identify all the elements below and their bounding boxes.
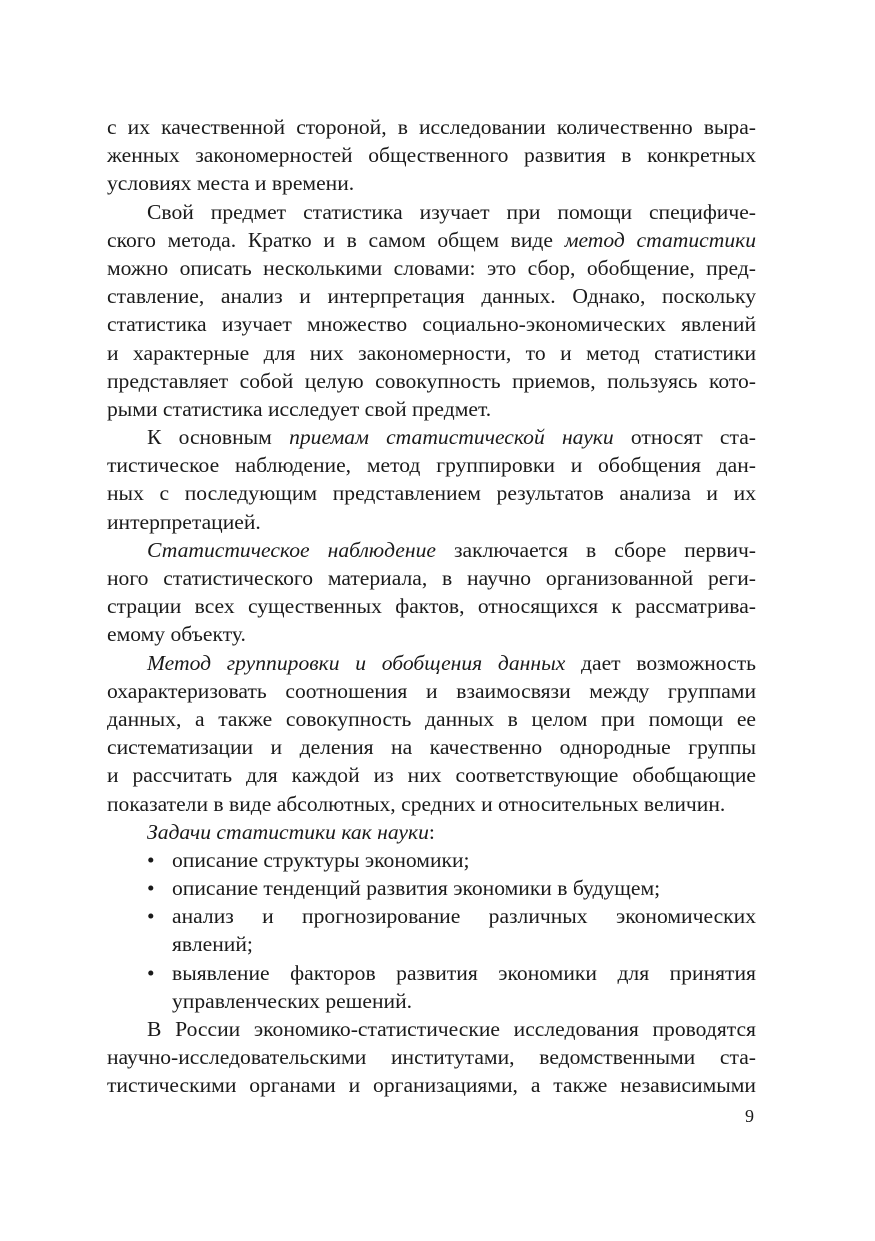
italic-term: метод статистики (564, 227, 757, 252)
text-segment: тистическими органами и организациями, а также независимыми (107, 1073, 756, 1098)
text-line (107, 310, 756, 338)
text-segment: анализ и прогнозирование различных экономических (172, 904, 756, 929)
text-segment: данных, а также совокупность данных в целом при помощи ее (107, 706, 756, 731)
text-line (107, 705, 756, 733)
text-line (107, 113, 756, 141)
paragraph (107, 1015, 756, 1100)
bullet-item (107, 959, 756, 1015)
text-segment: охарактеризовать соотношения и взаимосвязи между группами (107, 678, 756, 703)
text-segment: относят ста- (613, 425, 756, 450)
text-line (107, 1043, 756, 1071)
text-segment: интерпретацией. (107, 509, 261, 534)
text-line (107, 874, 756, 902)
text-line (107, 761, 756, 789)
text-line (107, 1015, 756, 1043)
text-line (107, 508, 756, 536)
bullet-item (107, 874, 756, 902)
text-line (107, 564, 756, 592)
text-line (107, 339, 756, 367)
text-segment: можно описать несколькими словами: это сбор, обобщение, пред- (107, 255, 756, 280)
text-line (107, 479, 756, 507)
text-line (107, 959, 756, 987)
text-segment: : (428, 819, 435, 844)
text-line (107, 846, 756, 874)
text-segment: В России экономико-статистические исследования проводятся (147, 1017, 756, 1041)
paragraph (107, 113, 756, 198)
text-segment: тистическое наблюдение, метод группировки и обобщения дан- (107, 453, 756, 478)
text-line (107, 677, 756, 705)
italic-term: Метод группировки и обобщения данных (147, 650, 566, 675)
text-line (107, 141, 756, 169)
paragraph (107, 198, 756, 424)
bullet-icon: • (147, 847, 155, 872)
text-segment: ставление, анализ и интерпретация данных. Однако, поскольку (107, 284, 756, 309)
bullet-item (107, 846, 756, 874)
bullet-item (107, 902, 756, 958)
text-segment: страции всех существенных фактов, относящихся к рассматрива- (107, 594, 756, 619)
text-segment: показатели в виде абсолютных, средних и относительных величин. (107, 791, 726, 816)
text-line (107, 790, 756, 818)
italic-term: Задачи статистики как науки (147, 819, 429, 844)
text-line (107, 536, 756, 564)
bullet-icon: • (147, 960, 155, 985)
text-segment: систематизации и деления на качественно однородные группы (107, 735, 756, 760)
text-segment: емому объекту. (107, 622, 246, 647)
text-line (107, 818, 756, 846)
text-line (107, 930, 756, 958)
text-line (107, 733, 756, 761)
paragraph (107, 649, 756, 818)
text-segment: с их качественной стороной, в исследовании количественно выра- (107, 115, 756, 139)
text-segment: Свой предмет статистика изучает при помощи специфиче- (147, 199, 756, 224)
text-segment: научно-исследовательскими институтами, ведомственными ста- (107, 1045, 756, 1070)
text-segment: ного статистического материала, в научно организованной реги- (107, 566, 756, 590)
text-segment: управленческих решений. (172, 988, 413, 1013)
text-line (107, 423, 756, 451)
text-segment: женных закономерностей общественного развития в конкретных (107, 143, 756, 168)
paragraph (107, 423, 756, 536)
text-line (107, 198, 756, 226)
bullet-icon: • (147, 876, 155, 901)
page-body-text (107, 113, 756, 1100)
text-segment: заключается в сборе первич- (435, 537, 756, 562)
text-segment: и характерные для них закономерности, то и метод статистики (107, 340, 756, 365)
text-segment: К основным (147, 425, 290, 450)
text-line (107, 282, 756, 310)
italic-term: приемам статистической науки (289, 425, 614, 450)
text-line (107, 902, 756, 930)
paragraph (107, 536, 756, 649)
text-line (107, 592, 756, 620)
text-line (107, 169, 756, 197)
text-segment: дает возможность (565, 650, 756, 675)
text-segment: и рассчитать для каждой из них соответствующие обобщающие (107, 763, 756, 788)
text-segment: ского метода. Кратко и в самом общем виде (107, 227, 565, 252)
text-segment: описание тенденций развития экономики в будущем; (172, 876, 661, 901)
text-segment: условиях места и времени. (107, 171, 355, 196)
italic-term: Статистическое наблюдение (147, 537, 436, 562)
bullet-icon: • (147, 904, 155, 929)
text-segment: ных с последующим представлением результатов анализа и их (107, 481, 756, 506)
text-line (107, 620, 756, 648)
text-segment: выявление факторов развития экономики для принятия (172, 960, 756, 985)
text-line (107, 226, 756, 254)
page-number: 9 (745, 1106, 754, 1126)
text-segment: рыми статистика исследует свой предмет. (107, 396, 492, 421)
text-line (107, 254, 756, 282)
text-line (107, 367, 756, 395)
text-segment: представляет собой целую совокупность приемов, пользуясь кото- (107, 368, 756, 393)
text-line (107, 987, 756, 1015)
text-segment: статистика изучает множество социально-экономических явлений (107, 312, 756, 337)
text-line (107, 451, 756, 479)
text-segment: явлений; (172, 932, 253, 957)
text-line (107, 395, 756, 423)
text-segment: описание структуры экономики; (172, 847, 470, 872)
text-line (107, 1071, 756, 1099)
text-line (107, 649, 756, 677)
paragraph (107, 818, 756, 846)
